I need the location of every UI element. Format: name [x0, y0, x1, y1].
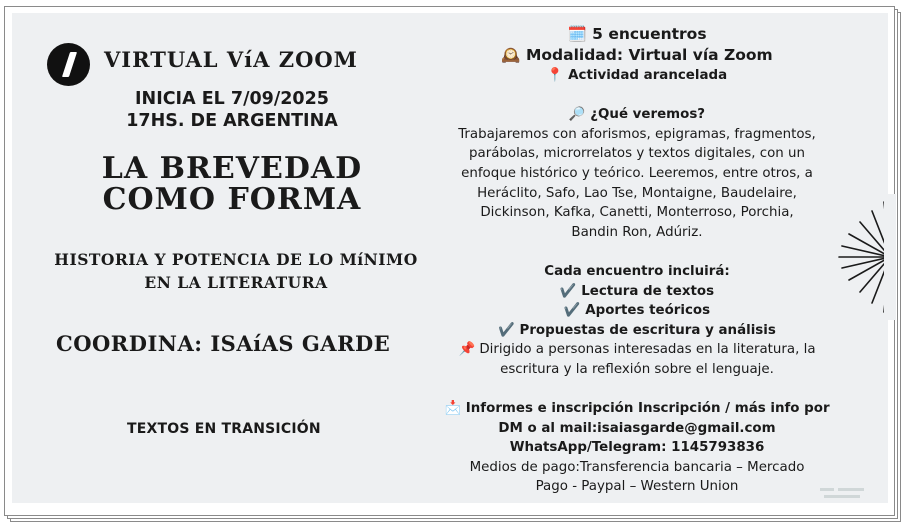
paid-activity-line: 📍 Actividad arancelada [546, 68, 728, 83]
contact-email: DM o al mail:isaiasgarde@gmail.com [498, 420, 776, 436]
description-line: Trabajaremos con aforismos, epigramas, fragmentos, [458, 126, 816, 142]
course-subtitle-line-2: EN LA LITERATURA [144, 273, 328, 292]
slash-logo-icon [47, 43, 90, 86]
details-column [432, 24, 842, 497]
modality-line: 🕰️ Modalidad: Virtual vía Zoom [501, 46, 773, 64]
watermark-icon [818, 486, 866, 500]
description-line: enfoque histórico y teórico. Leeremos, entre otros, a [461, 165, 813, 181]
start-time: 17HS. DE ARGENTINA [126, 111, 338, 131]
modality-heading: VIRTUAL VíA ZOOM [104, 47, 358, 72]
spacer [432, 242, 842, 262]
description-line: Heráclito, Safo, Lao Tse, Montaigne, Baudelaire, [477, 185, 797, 201]
payment-line: Pago - Paypal – Western Union [535, 479, 739, 495]
sunburst-icon [836, 194, 896, 320]
audience-line: escritura y la reflexión sobre el lenguaje. [500, 361, 774, 377]
coordinator: COORDINA: ISAíAS GARDE [56, 331, 391, 356]
sessions-count: 🗓️ 5 encuentros [567, 25, 707, 43]
course-title-line-1: LA BREVEDAD [101, 151, 363, 186]
includes-item: ✔️ Aportes teóricos [563, 303, 711, 319]
description-line: Dickinson, Kafka, Canetti, Monterroso, Porchia, [480, 205, 794, 221]
includes-item: ✔️ Propuestas de escritura y análisis [498, 322, 776, 338]
organization-name: TEXTOS EN TRANSICIÓN [127, 421, 321, 437]
contact-line: 📩 Informes e inscripción Inscripción / más info por [444, 401, 830, 417]
contact-phone: WhatsApp/Telegram: 1145793836 [509, 440, 765, 456]
includes-item: ✔️ Lectura de textos [559, 283, 715, 299]
spacer [432, 380, 842, 400]
start-date: INICIA EL 7/09/2025 [135, 89, 329, 109]
spacer [432, 86, 842, 106]
includes-heading: Cada encuentro incluirá: [544, 263, 730, 279]
description-line: parábolas, microrrelatos y textos digitales, con un [468, 146, 806, 162]
course-subtitle-line-1: HISTORIA Y POTENCIA DE LO MíNIMO [54, 250, 418, 269]
audience-line: 📌 Dirigido a personas interesadas en la literatura, la [458, 342, 816, 358]
what-we-see-heading: 🔎 ¿Qué veremos? [568, 107, 706, 123]
payment-line: Medios de pago:Transferencia bancaria – Mercado [469, 459, 805, 475]
course-title-line-2: COMO FORMA [102, 182, 362, 217]
description-line: Bandin Ron, Adúriz. [571, 224, 703, 240]
